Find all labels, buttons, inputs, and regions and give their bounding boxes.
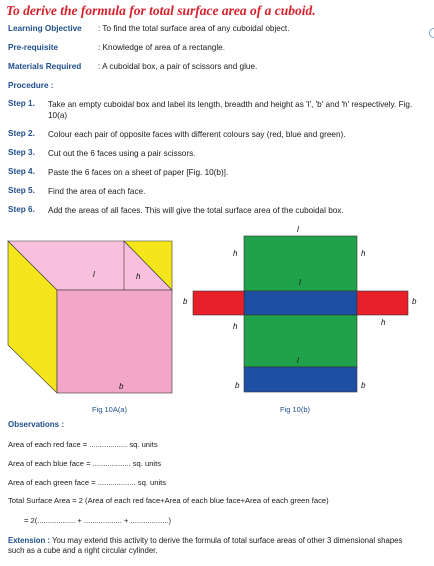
step-1-label: Step 1.: [8, 99, 35, 108]
observation-blue: Area of each blue face = .................. sq. units: [8, 459, 162, 468]
step-6-text: Add the areas of all faces. This will give the total surface area of the cuboidal box.: [48, 206, 344, 215]
objective-text: : To find the total surface area of any cuboidal object.: [98, 24, 290, 33]
figure-a-caption: Fig 10A(a): [92, 405, 128, 414]
step-5-text: Find the area of each face.: [48, 187, 146, 196]
step-3-text: Cut out the 6 faces using a pair scissors.: [48, 149, 196, 158]
step-6-label: Step 6.: [8, 205, 35, 214]
prereq-label: Pre-requisite: [8, 43, 59, 52]
cuboid-label-h: h: [136, 272, 141, 281]
observation-formula: = 2(.................. + .................. + ..................): [24, 516, 172, 525]
step-1-text: Take an empty cuboidal box and label its length, breadth and height as 'l', 'b' and 'h' respectively. Fig. 10(a): [48, 100, 413, 120]
step-5-label: Step 5.: [8, 186, 35, 195]
step-2-text: Colour each pair of opposite faces with different colours say (red, blue and green).: [48, 130, 346, 139]
net-red-right: [357, 291, 408, 315]
net-label-l-green: l: [299, 278, 301, 287]
objective-label: Learning Objective: [8, 24, 82, 33]
net-blue-bottom: [244, 367, 357, 392]
extension-block: [8, 536, 418, 556]
procedure-label: Procedure :: [8, 81, 54, 90]
net-label-l-bottom: l: [297, 356, 299, 365]
figure-b-caption: Fig 10(b): [280, 405, 311, 414]
net-label-h-left-bottom: h: [233, 322, 238, 331]
observation-green: Area of each green face = .................. sq. units: [8, 478, 167, 487]
materials-label: Materials Required: [8, 62, 82, 71]
observation-total: Total Surface Area = 2 (Area of each red face+Area of each blue face+Area of each green face): [8, 496, 329, 505]
net-label-h-right-top: h: [361, 249, 366, 258]
step-2-label: Step 2.: [8, 129, 35, 138]
cuboid-label-b: b: [119, 382, 124, 391]
net-label-b-right: b: [412, 297, 417, 306]
step-4-text: Paste the 6 faces on a sheet of paper [Fig. 10(b)].: [48, 168, 229, 177]
step-3-label: Step 3.: [8, 148, 35, 157]
materials-text: : A cuboidal box, a pair of scissors and glue.: [98, 62, 258, 71]
net-label-b-left-bottom: b: [235, 381, 240, 390]
page-edge-tab: [429, 28, 434, 38]
net-blue-middle: [244, 291, 357, 315]
observation-red: Area of each red face = .................. sq. units: [8, 440, 158, 449]
step-4-label: Step 4.: [8, 167, 35, 176]
net-green-bottom: [244, 315, 357, 367]
activity-title: To derive the formula for total surface area of a cuboid.: [6, 3, 316, 18]
net-label-b-right-bottom: b: [361, 381, 366, 390]
extension-text: You may extend this activity to derive the formula of total surface areas of other 3 dimensional shapes such as a cube and a right circular cylinder.: [8, 536, 403, 555]
net-label-h-left-top: h: [233, 249, 238, 258]
net-red-left: [193, 291, 244, 315]
prereq-text: : Knowledge of area of a rectangle.: [98, 43, 225, 52]
net-label-l-top: l: [297, 225, 299, 234]
cuboid-figure: [8, 241, 172, 393]
figures-svg: [0, 225, 434, 410]
observations-heading: Observations :: [8, 420, 65, 429]
cuboid-label-l: l: [93, 270, 95, 279]
extension-label: Extension :: [8, 536, 51, 545]
net-label-b-left: b: [183, 297, 188, 306]
net-label-h-right-bottom: h: [381, 318, 386, 327]
cuboid-front-face: [57, 290, 172, 393]
cuboid-net-figure: [183, 225, 417, 392]
